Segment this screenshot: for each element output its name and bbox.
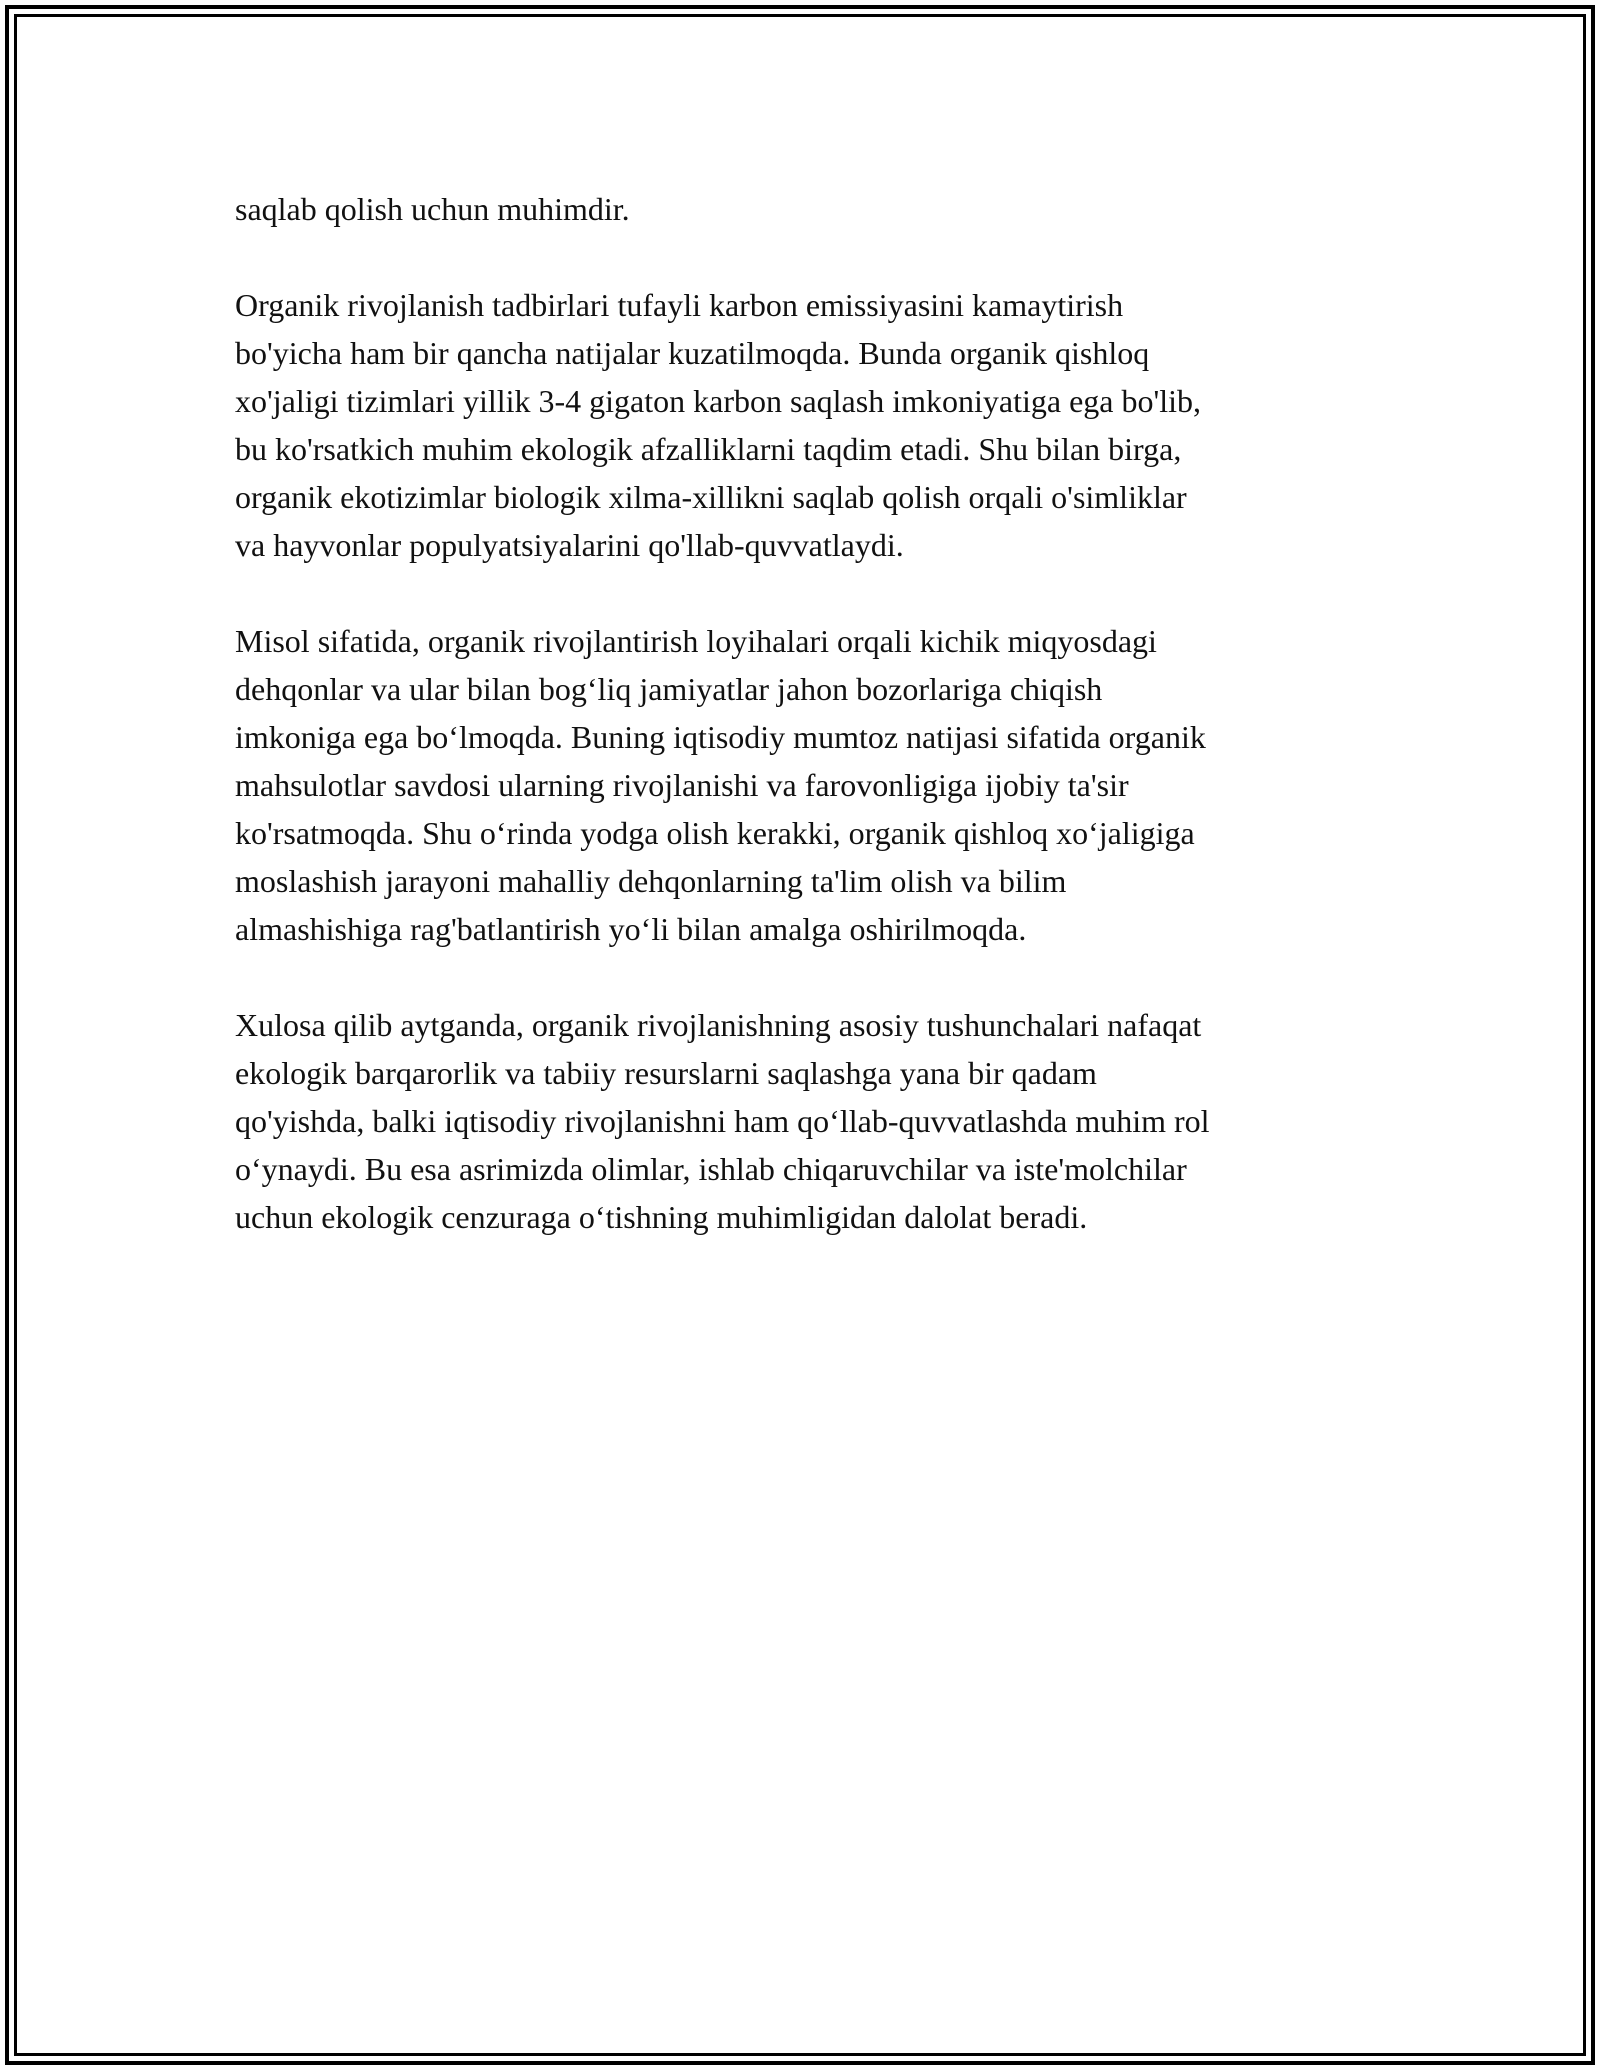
text-line: Xulosa qilib aytganda, organik rivojlanishning asosiy tushunchalari nafaqat [235, 1007, 1202, 1043]
text-line: imkoniga ega bo‘lmoqda. Buning iqtisodiy mumtoz natijasi sifatida organik [235, 719, 1206, 755]
text-line: qo'yishda, balki iqtisodiy rivojlanishni ham qo‘llab-quvvatlashda muhim rol [235, 1103, 1210, 1139]
text-line: uchun ekologik cenzuraga o‘tishning muhimligidan dalolat beradi. [235, 1199, 1088, 1235]
text-line: Misol sifatida, organik rivojlantirish loyihalari orqali kichik miqyosdagi [235, 623, 1157, 659]
text-line: ko'rsatmoqda. Shu o‘rinda yodga olish kerakki, organik qishloq xo‘jaligiga [235, 815, 1195, 851]
text-line: o‘ynaydi. Bu esa asrimizda olimlar, ishlab chiqaruvchilar va iste'molchilar [235, 1151, 1187, 1187]
paragraph-4 [235, 1001, 1370, 1241]
paragraph-1 [235, 185, 1370, 233]
text-line: va hayvonlar populyatsiyalarini qo'llab-quvvatlaydi. [235, 527, 904, 563]
text-line: Organik rivojlanish tadbirlari tufayli karbon emissiyasini kamaytirish [235, 287, 1124, 323]
text-line: almashishiga rag'batlantirish yo‘li bilan amalga oshirilmoqda. [235, 911, 1027, 947]
text-line: mahsulotlar savdosi ularning rivojlanishi va farovonligiga ijobiy ta'sir [235, 767, 1129, 803]
text-line: dehqonlar va ular bilan bog‘liq jamiyatlar jahon bozorlariga chiqish [235, 671, 1103, 707]
text-line: bo'yicha ham bir qancha natijalar kuzatilmoqda. Bunda organik qishloq [235, 335, 1150, 371]
paragraph-3 [235, 617, 1370, 953]
text-line: xo'jaligi tizimlari yillik 3-4 gigaton karbon saqlash imkoniyatiga ega bo'lib, [235, 383, 1202, 419]
document-body [235, 185, 1370, 1241]
text-line: saqlab qolish uchun muhimdir. [235, 191, 630, 227]
text-line: organik ekotizimlar biologik xilma-xillikni saqlab qolish orqali o'simliklar [235, 479, 1187, 515]
text-line: ekologik barqarorlik va tabiiy resurslarni saqlashga yana bir qadam [235, 1055, 1097, 1091]
paragraph-2 [235, 281, 1370, 569]
text-line: moslashish jarayoni mahalliy dehqonlarning ta'lim olish va bilim [235, 863, 1067, 899]
text-line: bu ko'rsatkich muhim ekologik afzalliklarni taqdim etadi. Shu bilan birga, [235, 431, 1182, 467]
